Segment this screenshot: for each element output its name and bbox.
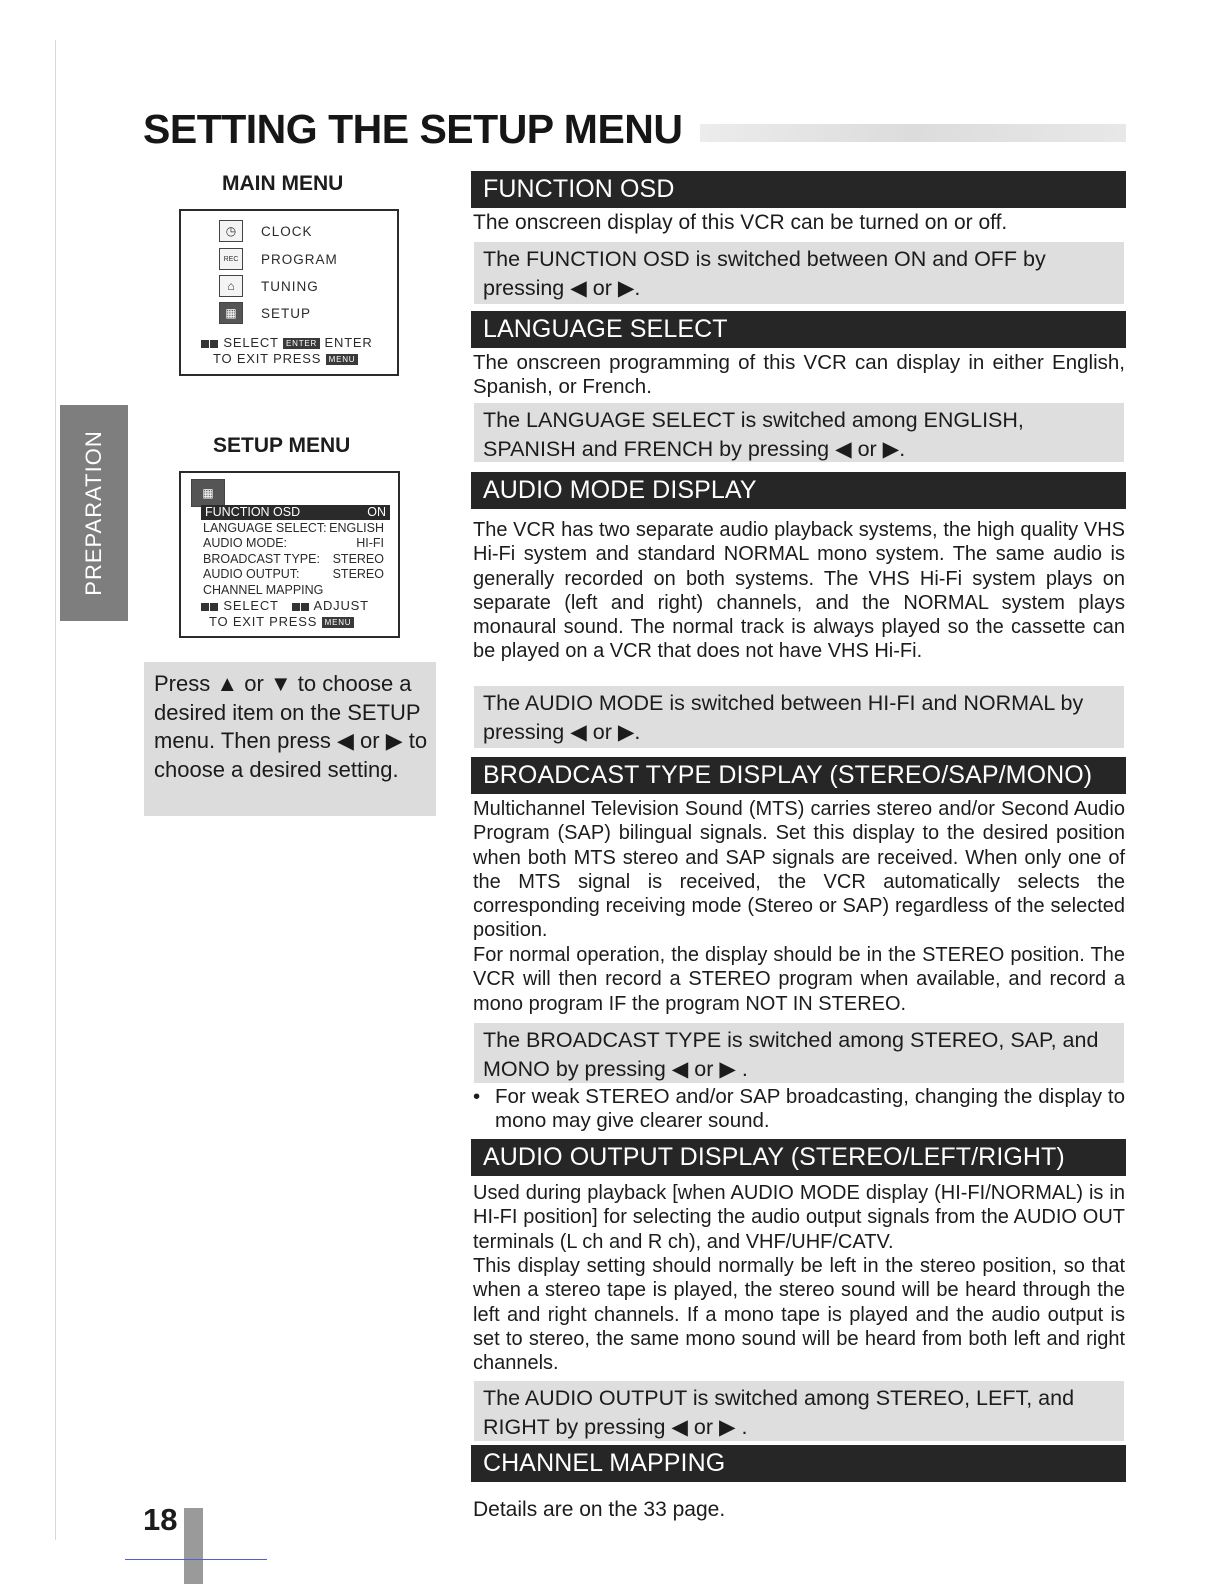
section-header-audio-output: AUDIO OUTPUT DISPLAY (STEREO/LEFT/RIGHT) <box>471 1139 1126 1176</box>
setup-icon: ▦ <box>191 479 225 507</box>
main-menu-item <box>219 274 319 298</box>
setup-menu-row: AUDIO MODE: HI-FI <box>203 536 384 550</box>
setup-icon: ▦ <box>219 302 243 324</box>
setup-menu-row-selected: FUNCTION OSD ON <box>201 505 390 520</box>
bullet-icon: • <box>473 1085 481 1108</box>
title-rule <box>700 124 1126 142</box>
footer-rule <box>125 1559 267 1560</box>
audio-output-note: The AUDIO OUTPUT is switched among STEREO, LEFT, and RIGHT by pressing ◀ or ▶ . <box>474 1381 1124 1441</box>
main-menu-footer-select: SELECT ENTER ENTER <box>201 335 373 350</box>
main-menu-item-label: PROGRAM <box>261 251 338 267</box>
enter-key-icon: ENTER <box>283 338 320 349</box>
broadcast-type-note: The BROADCAST TYPE is switched among STEREO, SAP, and MONO by pressing ◀ or ▶ . <box>474 1023 1124 1083</box>
setup-menu-row: CHANNEL MAPPING <box>203 583 324 597</box>
setup-menu-heading: SETUP MENU <box>213 434 351 457</box>
function-osd-body: The onscreen display of this VCR can be turned on or off. <box>473 211 1008 234</box>
side-tab <box>60 405 128 621</box>
select-arrows-icon <box>210 340 218 348</box>
main-menu-heading: MAIN MENU <box>222 172 344 195</box>
section-header-broadcast-type: BROADCAST TYPE DISPLAY (STEREO/SAP/MONO) <box>471 757 1126 794</box>
page-number-bar <box>184 1508 203 1584</box>
page-number: 18 <box>143 1502 178 1537</box>
channel-mapping-body: Details are on the 33 page. <box>473 1498 726 1521</box>
menu-key-icon: MENU <box>322 617 355 628</box>
setup-menu-row: AUDIO OUTPUT: STEREO <box>203 567 384 581</box>
language-select-body: The onscreen programming of this VCR can display in either English, Spanish, or French. <box>473 351 1125 399</box>
setup-menu-row: LANGUAGE SELECT: ENGLISH <box>203 521 384 535</box>
broadcast-type-bullet: • For weak STEREO and/or SAP broadcasting, changing the display to mono may give clearer sound. <box>473 1085 1125 1132</box>
page-title: SETTING THE SETUP MENU <box>143 106 683 152</box>
setup-menu-footer-exit: TO EXIT PRESS MENU <box>209 614 354 629</box>
menu-key-icon: MENU <box>326 354 359 365</box>
tuning-icon: ⌂ <box>219 275 243 297</box>
instruction-text: Press ▲ or ▼ to choose a desired item on the SETUP menu. Then press ◀ or ▶ to choose a desired setting. <box>154 671 428 782</box>
audio-output-body-2: This display setting should normally be left in the stereo position, so that when a stereo tape is played, the stereo sound will be heard through the left and right channels. If a mono tape is played and the audio output is set to stereo, the same mono sound will be heard from both left and right channels. <box>473 1255 1125 1375</box>
adjust-arrows-icon <box>301 603 309 611</box>
setup-menu-footer-select: SELECT ADJUST <box>201 598 369 613</box>
main-menu-item <box>219 247 338 271</box>
select-arrows-icon <box>210 603 218 611</box>
main-menu-item-label: SETUP <box>261 305 312 321</box>
instruction-box <box>144 662 436 816</box>
rec-icon: REC <box>219 248 243 270</box>
broadcast-type-body-2: For normal operation, the display should be in the STEREO position. The VCR will then record a STEREO program when available, and record a mono program IF the program NOT IN STEREO. <box>473 944 1125 1015</box>
main-menu-footer-exit: TO EXIT PRESS MENU <box>213 351 358 366</box>
setup-menu-row: BROADCAST TYPE: STEREO <box>203 552 384 566</box>
function-osd-note: The FUNCTION OSD is switched between ON and OFF by pressing ◀ or ▶. <box>474 242 1124 304</box>
broadcast-type-body: Multichannel Television Sound (MTS) carries stereo and/or Second Audio Program (SAP) bilingual signals. Set this display to the desired position when both MTS stereo and SAP signals are received. When only one of the MTS signal is received, the VCR automatically selects the corresponding receiving mode (Stereo or SAP) regardless of the selected position. <box>473 798 1125 942</box>
clock-icon: ◷ <box>219 220 243 242</box>
audio-mode-note: The AUDIO MODE is switched between HI-FI and NORMAL by pressing ◀ or ▶. <box>474 686 1124 748</box>
main-menu-screen <box>179 209 399 376</box>
select-arrows-icon <box>201 340 209 348</box>
section-header-channel-mapping: CHANNEL MAPPING <box>471 1445 1126 1482</box>
language-select-note: The LANGUAGE SELECT is switched among ENGLISH, SPANISH and FRENCH by pressing ◀ or ▶. <box>474 403 1124 462</box>
audio-mode-body: The VCR has two separate audio playback systems, the high quality VHS Hi-Fi system and standard NORMAL mono system. The same audio is generally recorded on both systems. The VHS Hi-Fi system plays on separate (left and right) channels, and the NORMAL system plays monaural sound. The normal track is always played so the cassette can be played on a VCR that does not have VHS Hi-Fi. <box>473 519 1125 663</box>
main-menu-item <box>219 219 313 243</box>
side-tab-label: PREPARATION <box>81 430 106 596</box>
section-header-function-osd: FUNCTION OSD <box>471 171 1126 208</box>
section-header-audio-mode: AUDIO MODE DISPLAY <box>471 472 1126 509</box>
main-menu-item-label: TUNING <box>261 278 319 294</box>
select-arrows-icon <box>201 603 209 611</box>
setup-menu-screen <box>179 471 400 638</box>
main-menu-item-label: CLOCK <box>261 223 313 239</box>
main-menu-item <box>219 301 311 325</box>
page-margin-rule <box>55 40 56 1540</box>
section-header-language-select: LANGUAGE SELECT <box>471 311 1126 348</box>
audio-output-body: Used during playback [when AUDIO MODE display (HI-FI/NORMAL) is in HI-FI position] for selecting the audio output signals from the AUDIO OUT terminals (L ch and R ch), and VHF/UHF/CATV. <box>473 1182 1125 1253</box>
adjust-arrows-icon <box>292 603 300 611</box>
